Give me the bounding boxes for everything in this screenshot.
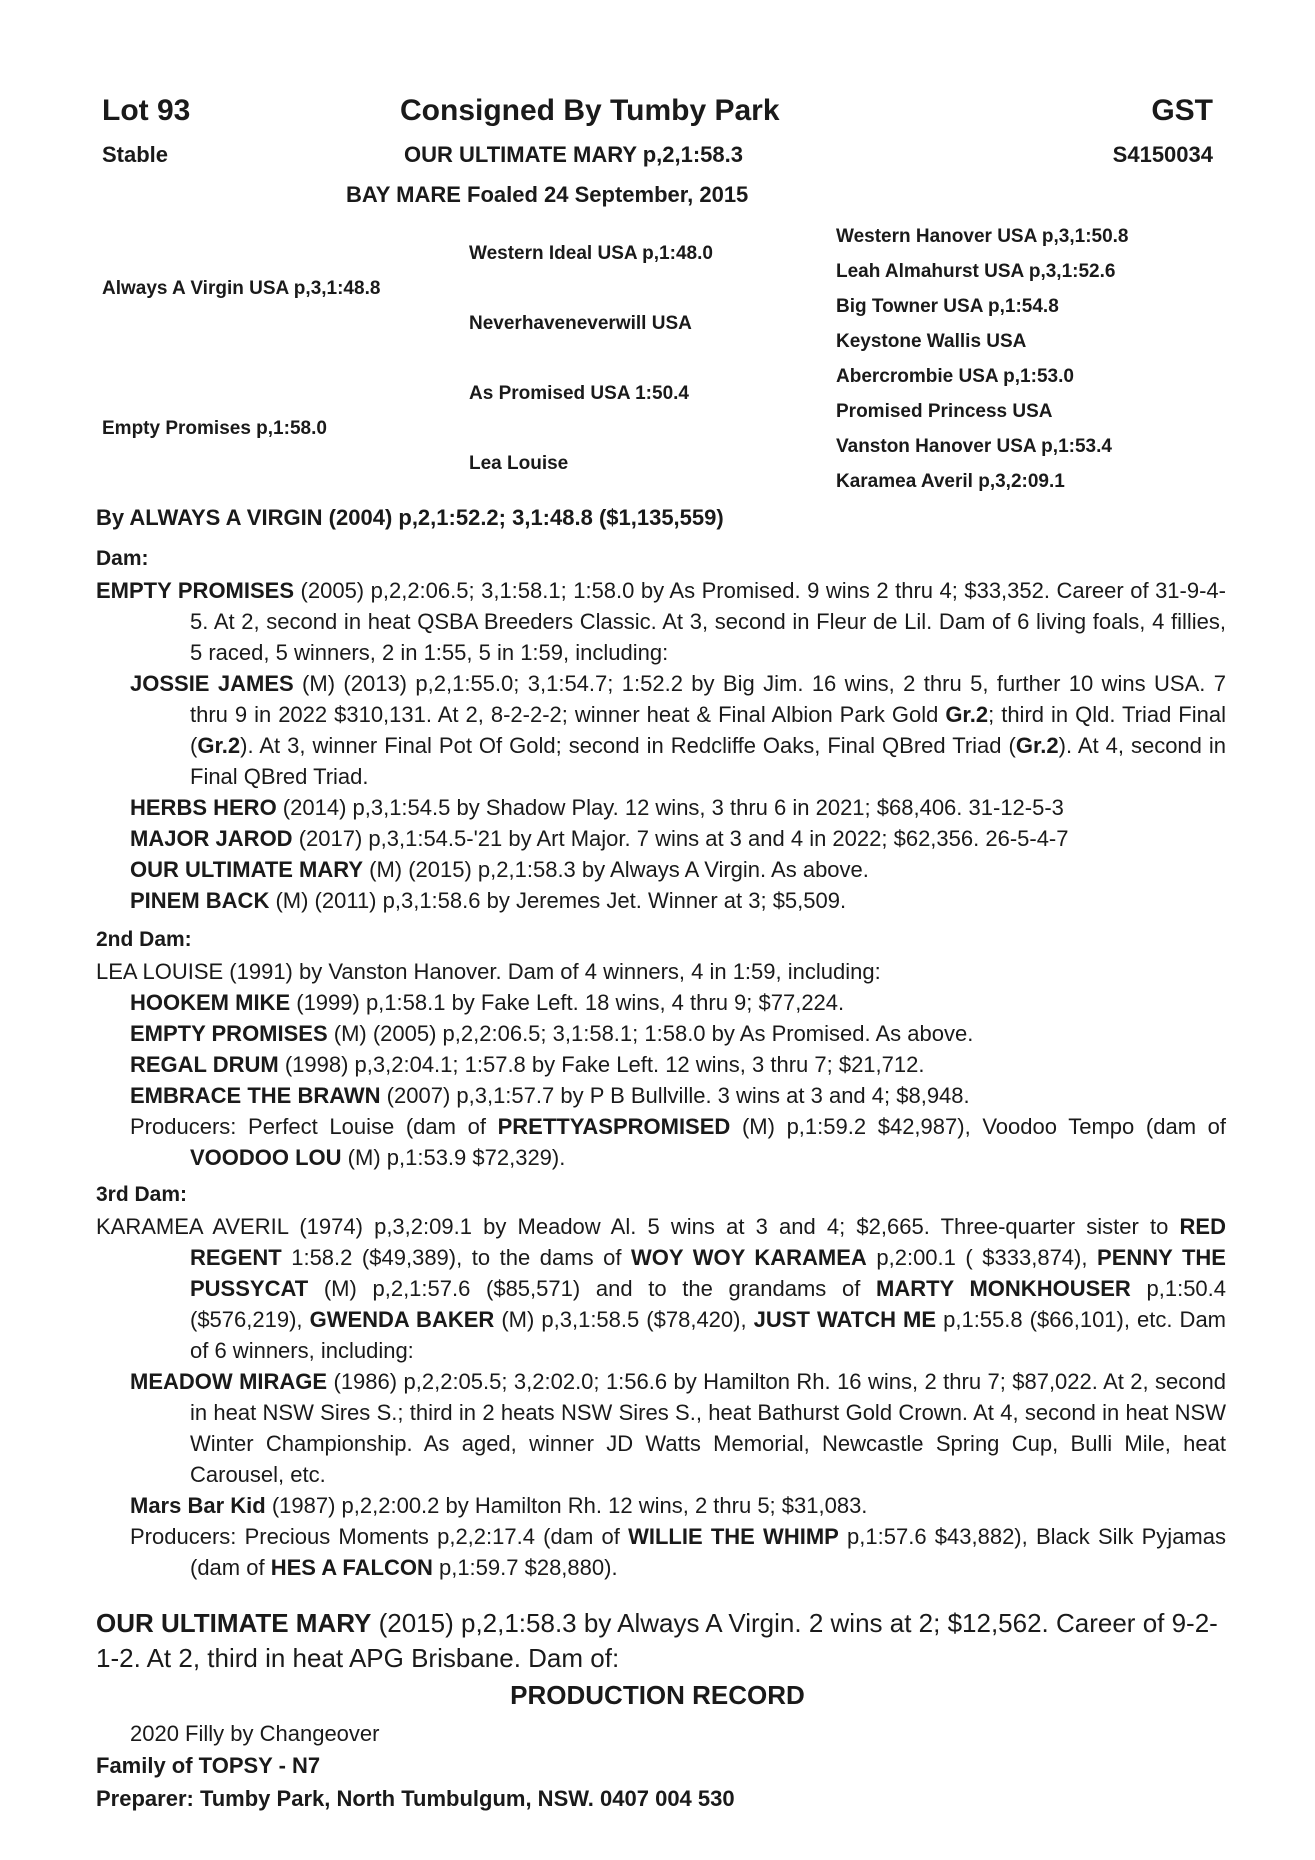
horse-id: S4150034 (1112, 142, 1213, 167)
progeny-name: MEADOW MIRAGE (130, 1369, 328, 1394)
pedigree-dam-sire: As Promised USA 1:50.4 (469, 383, 689, 404)
pedigree-gen3-2: Leah Almahurst USA p,3,1:52.6 (836, 261, 1116, 282)
grade-label: Gr.2 (197, 733, 241, 758)
progeny-major-jarod (130, 823, 1226, 854)
production-entry: 2020 Filly by Changeover (130, 1721, 380, 1746)
pedigree-gen3-3: Big Towner USA p,1:54.8 (836, 296, 1059, 317)
relative-name: JUST WATCH ME (753, 1307, 937, 1332)
third-dam-text: p,2:00.1 ( $333,874), (866, 1245, 1098, 1270)
relative-name: WOY WOY KARAMEA (631, 1245, 867, 1270)
producers-text: Producers: Precious Moments p,2,2:17.4 (dam of (130, 1524, 629, 1549)
sale-code: GST (1151, 94, 1213, 127)
progeny-name: PINEM BACK (130, 888, 270, 913)
summary-name: OUR ULTIMATE MARY (96, 1608, 372, 1638)
grade-label: Gr.2 (1015, 733, 1059, 758)
progeny-text: (1987) p,2,2:00.2 by Hamilton Rh. 12 wins, 2 thru 5; $31,083. (265, 1493, 868, 1518)
progeny-text: (2017) p,3,1:54.5-'21 by Art Major. 7 wins at 3 and 4 in 2022; $62,356. 26-5-4-7 (292, 826, 1069, 851)
preparer-line: Preparer: Tumby Park, North Tumbulgum, NSW. 0407 004 530 (96, 1786, 735, 1811)
pedigree-gen3-4: Keystone Wallis USA (836, 331, 1027, 352)
progeny-text: (M) (2011) p,3,1:58.6 by Jeremes Jet. Winner at 3; $5,509. (269, 888, 847, 913)
location: Stable (102, 142, 169, 167)
grade-label: Gr.2 (945, 702, 989, 727)
progeny-text: ). At 3, winner Final Pot Of Gold; second in Redcliffe Oaks, Final QBred Triad ( (240, 733, 1016, 758)
consignor: Consigned By Tumby Park (400, 94, 780, 127)
progeny-herbs-hero (130, 792, 1226, 823)
by-line: By ALWAYS A VIRGIN (2004) p,2,1:52.2; 3,1:48.8 ($1,135,559) (96, 505, 724, 530)
producer-name: VOODOO LOU (190, 1145, 342, 1170)
progeny-name: JOSSIE JAMES (130, 671, 294, 696)
progeny-name: REGAL DRUM (130, 1052, 279, 1077)
progeny-jossie-james (130, 668, 1226, 792)
pedigree-gen3-7: Vanston Hanover USA p,1:53.4 (836, 436, 1112, 457)
progeny-name: MAJOR JAROD (130, 826, 293, 851)
producers-text: p,1:57.6 $43,882), Black Silk Pyjamas (dam of (190, 1524, 1226, 1580)
progeny-empty-promises (130, 1018, 1226, 1049)
progeny-name: EMPTY PROMISES (130, 1021, 328, 1046)
summary-paragraph (96, 1606, 1226, 1676)
third-dam-heading: 3rd Dam: (96, 1183, 188, 1206)
third-dam-paragraph (96, 1211, 1226, 1366)
lot-number: Lot 93 (102, 94, 191, 127)
progeny-pinem-back (130, 885, 1226, 916)
progeny-name: EMBRACE THE BRAWN (130, 1083, 381, 1108)
horse-name: OUR ULTIMATE MARY p,2,1:58.3 (404, 142, 744, 167)
relative-name: RED REGENT (190, 1214, 1226, 1270)
progeny-name: HOOKEM MIKE (130, 990, 291, 1015)
pedigree-dam-dam: Lea Louise (469, 453, 569, 474)
relative-name: PENNY THE PUSSYCAT (190, 1245, 1226, 1301)
progeny-text: (M) (2015) p,2,1:58.3 by Always A Virgin. As above. (363, 857, 869, 882)
progeny-text: (2014) p,3,1:54.5 by Shadow Play. 12 wins, 3 thru 6 in 2021; $68,406. 31-12-5-3 (276, 795, 1064, 820)
progeny-our-ultimate-mary (130, 854, 1226, 885)
progeny-regal-drum (130, 1049, 1226, 1080)
third-dam-text: (M) p,2,1:57.6 ($85,571) and to the grandams of (308, 1276, 876, 1301)
progeny-text: ; third in Qld. Triad Final ( (190, 702, 1226, 758)
pedigree-gen3-1: Western Hanover USA p,3,1:50.8 (836, 226, 1129, 247)
producers-text: Producers: Perfect Louise (dam of (130, 1114, 498, 1139)
dam-name: EMPTY PROMISES (96, 578, 295, 603)
dam-text: (2005) p,2,2:06.5; 3,1:58.1; 1:58.0 by As Promised. 9 wins 2 thru 4; $33,352. Career of 31-9-4-5. At 2, second in heat QSBA Breeders Classic. At 3, second in Fleur de Lil. Dam of 6 living foals, 4 fillies, 5 raced, 5 winners, 2 in 1:55, 5 in 1:59, including: (190, 578, 1226, 665)
producers-text: p,1:59.7 $28,880). (432, 1555, 618, 1580)
progeny-name: Mars Bar Kid (130, 1493, 266, 1518)
third-dam-text: p,1:50.4 ($576,219), (190, 1276, 1227, 1332)
family-line: Family of TOPSY - N7 (96, 1753, 321, 1778)
producers-text: (M) p,1:59.2 $42,987), Voodoo Tempo (dam of (730, 1114, 1227, 1139)
pedigree-sire-dam: Neverhaveneverwill USA (469, 313, 692, 334)
second-dam-paragraph: LEA LOUISE (1991) by Vanston Hanover. Dam of 4 winners, 4 in 1:59, including: (96, 959, 881, 984)
progeny-meadow-mirage (130, 1366, 1226, 1490)
progeny-mars-bar-kid (130, 1490, 1226, 1521)
relative-name: MARTY MONKHOUSER (876, 1276, 1131, 1301)
pedigree-gen3-5: Abercrombie USA p,1:53.0 (836, 366, 1074, 387)
third-dam-producers (130, 1521, 1226, 1583)
progeny-text: (2007) p,3,1:57.7 by P B Bullville. 3 wins at 3 and 4; $8,948. (380, 1083, 970, 1108)
pedigree-dam: Empty Promises p,1:58.0 (102, 418, 327, 439)
third-dam-text: KARAMEA AVERIL (1974) p,3,2:09.1 by Meadow Al. 5 wins at 3 and 4; $2,665. Three-quarter sister to (96, 1214, 1180, 1239)
relative-name: GWENDA BAKER (309, 1307, 495, 1332)
horse-description: BAY MARE Foaled 24 September, 2015 (346, 182, 749, 207)
progeny-name: HERBS HERO (130, 795, 277, 820)
summary-text: (2015) p,2,1:58.3 by Always A Virgin. 2 wins at 2; $12,562. Career of 9-2-1-2. At 2, third in heat APG Brisbane. Dam of: (96, 1608, 1218, 1673)
progeny-name: OUR ULTIMATE MARY (130, 857, 364, 882)
progeny-text: ). At 4, second in Final QBred Triad. (190, 733, 1227, 789)
third-dam-text: 1:58.2 ($49,389), to the dams of (281, 1245, 631, 1270)
progeny-text: (M) (2005) p,2,2:06.5; 3,1:58.1; 1:58.0 by As Promised. As above. (327, 1021, 974, 1046)
third-dam-text: (M) p,3,1:58.5 ($78,420), (494, 1307, 754, 1332)
progeny-text: (1999) p,1:58.1 by Fake Left. 18 wins, 4 thru 9; $77,224. (290, 990, 845, 1015)
pedigree-sire-sire: Western Ideal USA p,1:48.0 (469, 243, 713, 264)
dam-heading: Dam: (96, 547, 149, 570)
producer-name: WILLIE THE WHIMP (628, 1524, 839, 1549)
third-dam-text: p,1:55.8 ($66,101), etc. Dam of 6 winners, including: (190, 1307, 1227, 1363)
producer-name: PRETTYASPROMISED (497, 1114, 731, 1139)
progeny-text: (M) (2013) p,2,1:55.0; 3,1:54.7; 1:52.2 by Big Jim. 16 wins, 2 thru 5, further 10 wins USA. 7 thru 9 in 2022 $310,131. At 2, 8-2-2-2; winner heat & Final Albion Park Gold (190, 671, 1227, 727)
pedigree-gen3-6: Promised Princess USA (836, 401, 1053, 422)
second-dam-producers (130, 1111, 1226, 1173)
progeny-hookem-mike (130, 987, 1226, 1018)
progeny-embrace-the-brawn (130, 1080, 1226, 1111)
producer-name: HES A FALCON (270, 1555, 433, 1580)
pedigree-sire: Always A Virgin USA p,3,1:48.8 (102, 278, 381, 299)
dam-paragraph (96, 575, 1226, 668)
pedigree-gen3-8: Karamea Averil p,3,2:09.1 (836, 471, 1065, 492)
second-dam-heading: 2nd Dam: (96, 928, 192, 951)
production-record-heading: PRODUCTION RECORD (510, 1680, 805, 1710)
producers-text: (M) p,1:53.9 $72,329). (341, 1145, 566, 1170)
progeny-text: (1986) p,2,2:05.5; 3,2:02.0; 1:56.6 by Hamilton Rh. 16 wins, 2 thru 7; $87,022. At 2, second in heat NSW Sires S.; third in 2 heats NSW Sires S., heat Bathurst Gold Crown. At 4, second in heat NSW Winter Championship. As aged, winner JD Watts Memorial, Newcastle Spring Cup, Bulli Mile, heat Carousel, etc. (190, 1369, 1226, 1487)
progeny-text: (1998) p,3,2:04.1; 1:57.8 by Fake Left. 12 wins, 3 thru 7; $21,712. (278, 1052, 925, 1077)
